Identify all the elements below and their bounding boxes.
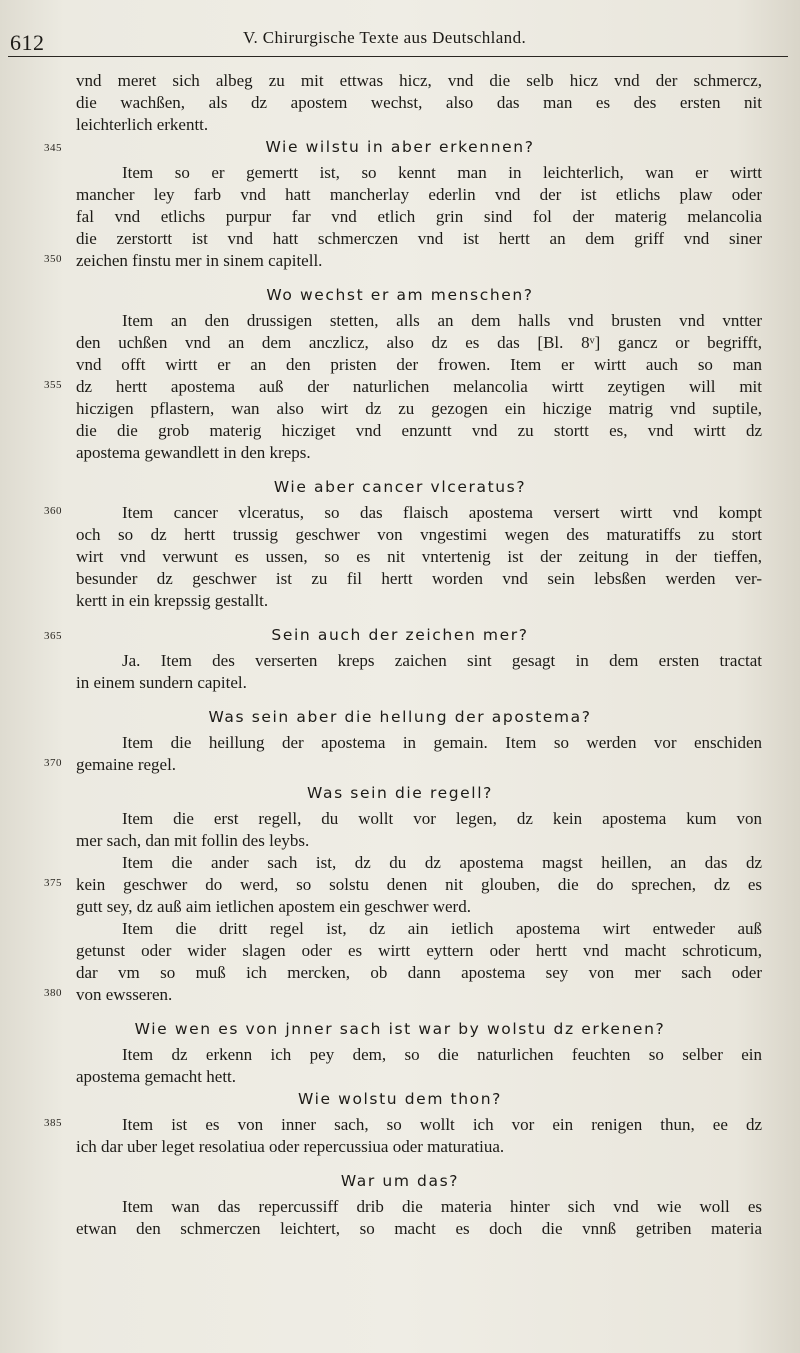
line-number: 355 (44, 379, 62, 391)
line-text: kein geschwer do werd, so solstu denen nit glouben, die do sprechen, dz es (76, 875, 762, 894)
line-number: 380 (44, 987, 62, 999)
section-heading (0, 476, 800, 502)
text-line (0, 546, 800, 568)
text-line (0, 332, 800, 354)
text-line (0, 940, 800, 962)
text-line (0, 1066, 800, 1088)
line-text: in einem sundern capitel. (76, 673, 247, 692)
line-text: kertt in ein krepssig gestallt. (76, 591, 269, 610)
page-number: 612 (10, 30, 45, 55)
heading-text: Wie wen es von jnner sach ist war by wolstu dz erkenen? (134, 1020, 666, 1038)
line-text: apostema gewandlett in den kreps. (76, 443, 311, 462)
text-line (0, 808, 800, 830)
line-number: 365 (44, 630, 62, 642)
text-line (0, 114, 800, 136)
heading-text: Wie wolstu dem thon? (298, 1090, 502, 1108)
line-text: etwan den schmerczen leichtert, so macht es doch die vnnß getriben materia (76, 1219, 762, 1238)
line-text: apostema gemacht hett. (76, 1067, 237, 1086)
text-line (0, 874, 800, 896)
line-number: 370 (44, 757, 62, 769)
text-line (0, 524, 800, 546)
line-text: Item dz erkenn ich pey dem, so die naturlichen feuchten so selber ein (122, 1045, 762, 1064)
text-line (0, 896, 800, 918)
text-line (0, 354, 800, 376)
body-text (0, 70, 800, 1240)
text-line (0, 92, 800, 114)
heading-text: War um das? (340, 1172, 460, 1190)
line-text: die die grob materig hicziget vnd enzuntt vnd zu stortt es, vnd wirtt dz (76, 421, 762, 440)
text-line (0, 228, 800, 250)
text-line (0, 376, 800, 398)
section-heading (0, 624, 800, 650)
line-text: Item die ander sach ist, dz du dz apostema magst heillen, an das dz (122, 853, 762, 872)
line-text: dar vm so muß ich mercken, ob dann apostema sey von mer sach oder (76, 963, 762, 982)
line-text: vnd meret sich albeg zu mit ettwas hicz, vnd die selb hicz vnd der schmercz, (76, 71, 762, 90)
line-text: die wachßen, als dz apostem wechst, also das man es des ersten nit (76, 93, 762, 112)
text-line (0, 502, 800, 524)
heading-text: Wo wechst er am menschen? (266, 286, 534, 304)
line-text: mer sach, dan mit follin des leybs. (76, 831, 310, 850)
line-text: die zerstortt ist vnd hatt schmerczen vnd ist hertt an dem griff vnd siner (76, 229, 762, 248)
text-line (0, 830, 800, 852)
text-line (0, 310, 800, 332)
text-line (0, 1114, 800, 1136)
text-line (0, 754, 800, 776)
line-text: Ja. Item des verserten kreps zaichen sint gesagt in dem ersten tractat (122, 651, 762, 670)
heading-text: Wie aber cancer vlceratus? (273, 478, 527, 496)
line-text: och so dz hertt trussig geschwer von vngestimi wegen des maturatiffs zu stort (76, 525, 762, 544)
text-line (0, 962, 800, 984)
header-rule (8, 56, 788, 57)
line-text: von ewsseren. (76, 985, 173, 1004)
section-heading (0, 284, 800, 310)
line-text: Item die heillung der apostema in gemain. Item so werden vor enschiden (122, 733, 762, 752)
heading-text: Was sein aber die hellung der apostema? (208, 708, 592, 726)
text-line (0, 732, 800, 754)
section-heading (0, 782, 800, 808)
text-line (0, 250, 800, 272)
text-line (0, 1196, 800, 1218)
line-text: ich dar uber leget resolatiua oder repercussiua oder maturatiua. (76, 1137, 505, 1156)
line-text: getunst oder wider slagen oder es wirtt eyttern oder hertt vnd macht schroticum, (76, 941, 762, 960)
text-line (0, 852, 800, 874)
text-line (0, 1136, 800, 1158)
line-text: mancher ley farb vnd hatt mancherlay ederlin vnd der ist etlichs plaw oder (76, 185, 762, 204)
line-text: Item wan das repercussiff drib die materia hinter sich vnd wie woll es (122, 1197, 762, 1216)
line-text: zeichen finstu mer in sinem capitell. (76, 251, 323, 270)
page-header (0, 26, 800, 60)
text-line (0, 206, 800, 228)
line-number: 385 (44, 1117, 62, 1129)
text-line (0, 420, 800, 442)
line-text: Item so er gemertt ist, so kennt man in leichterlich, wan er wirtt (122, 163, 762, 182)
text-line (0, 1044, 800, 1066)
text-line (0, 568, 800, 590)
line-text: leichterlich erkentt. (76, 115, 209, 134)
text-line (0, 70, 800, 92)
line-number: 345 (44, 142, 62, 154)
section-heading (0, 706, 800, 732)
line-number: 375 (44, 877, 62, 889)
section-heading (0, 1018, 800, 1044)
line-text: Item cancer vlceratus, so das flaisch apostema versert wirtt vnd kompt (122, 503, 762, 522)
text-line (0, 672, 800, 694)
line-text: vnd offt wirtt er an den pristen der frowen. Item er wirtt auch so man (76, 355, 762, 374)
line-text: Item an den drussigen stetten, alls an dem halls vnd brusten vnd vntter (122, 311, 762, 330)
line-text: den uchßen vnd an dem anczlicz, also dz es das [Bl. 8ᵛ] gancz or begrifft, (76, 333, 762, 352)
text-line (0, 1218, 800, 1240)
line-text: Item die dritt regel ist, dz ain ietlich apostema wirt entweder auß (122, 919, 762, 938)
text-line (0, 590, 800, 612)
line-number: 360 (44, 505, 62, 517)
text-line (0, 918, 800, 940)
line-text: wirt vnd verwunt es ussen, so es nit vntertenig ist der zeitung in der tieffen, (76, 547, 762, 566)
text-line (0, 398, 800, 420)
heading-text: Wie wilstu in aber erkennen? (265, 138, 535, 156)
line-text: Item die erst regell, du wollt vor legen, dz kein apostema kum von (122, 809, 762, 828)
line-number: 350 (44, 253, 62, 265)
section-heading (0, 1170, 800, 1196)
line-text: Item ist es von inner sach, so wollt ich vor ein renigen thun, ee dz (122, 1115, 762, 1134)
text-line (0, 984, 800, 1006)
line-text: besunder dz geschwer ist zu fil hertt worden vnd sein lebsßen werden ver- (76, 569, 762, 588)
section-heading (0, 136, 800, 162)
line-text: gemaine regel. (76, 755, 177, 774)
section-heading (0, 1088, 800, 1114)
text-line (0, 442, 800, 464)
text-line (0, 162, 800, 184)
heading-text: Was sein die regell? (307, 784, 493, 802)
line-text: hiczigen pflastern, wan also wirt dz zu gezogen ein hiczige matrig vnd suptile, (76, 399, 762, 418)
running-head: V. Chirurgische Texte aus Deutschland. (243, 28, 527, 47)
line-text: dz hertt apostema auß der naturlichen melancolia wirtt zeytigen will mit (76, 377, 762, 396)
heading-text: Sein auch der zeichen mer? (271, 626, 529, 644)
line-text: fal vnd etlichs purpur far vnd etlich grin sind fol der materig melancolia (76, 207, 762, 226)
line-text: gutt sey, dz auß aim ietlichen apostem ein geschwer werd. (76, 897, 471, 916)
text-line (0, 184, 800, 206)
text-line (0, 650, 800, 672)
